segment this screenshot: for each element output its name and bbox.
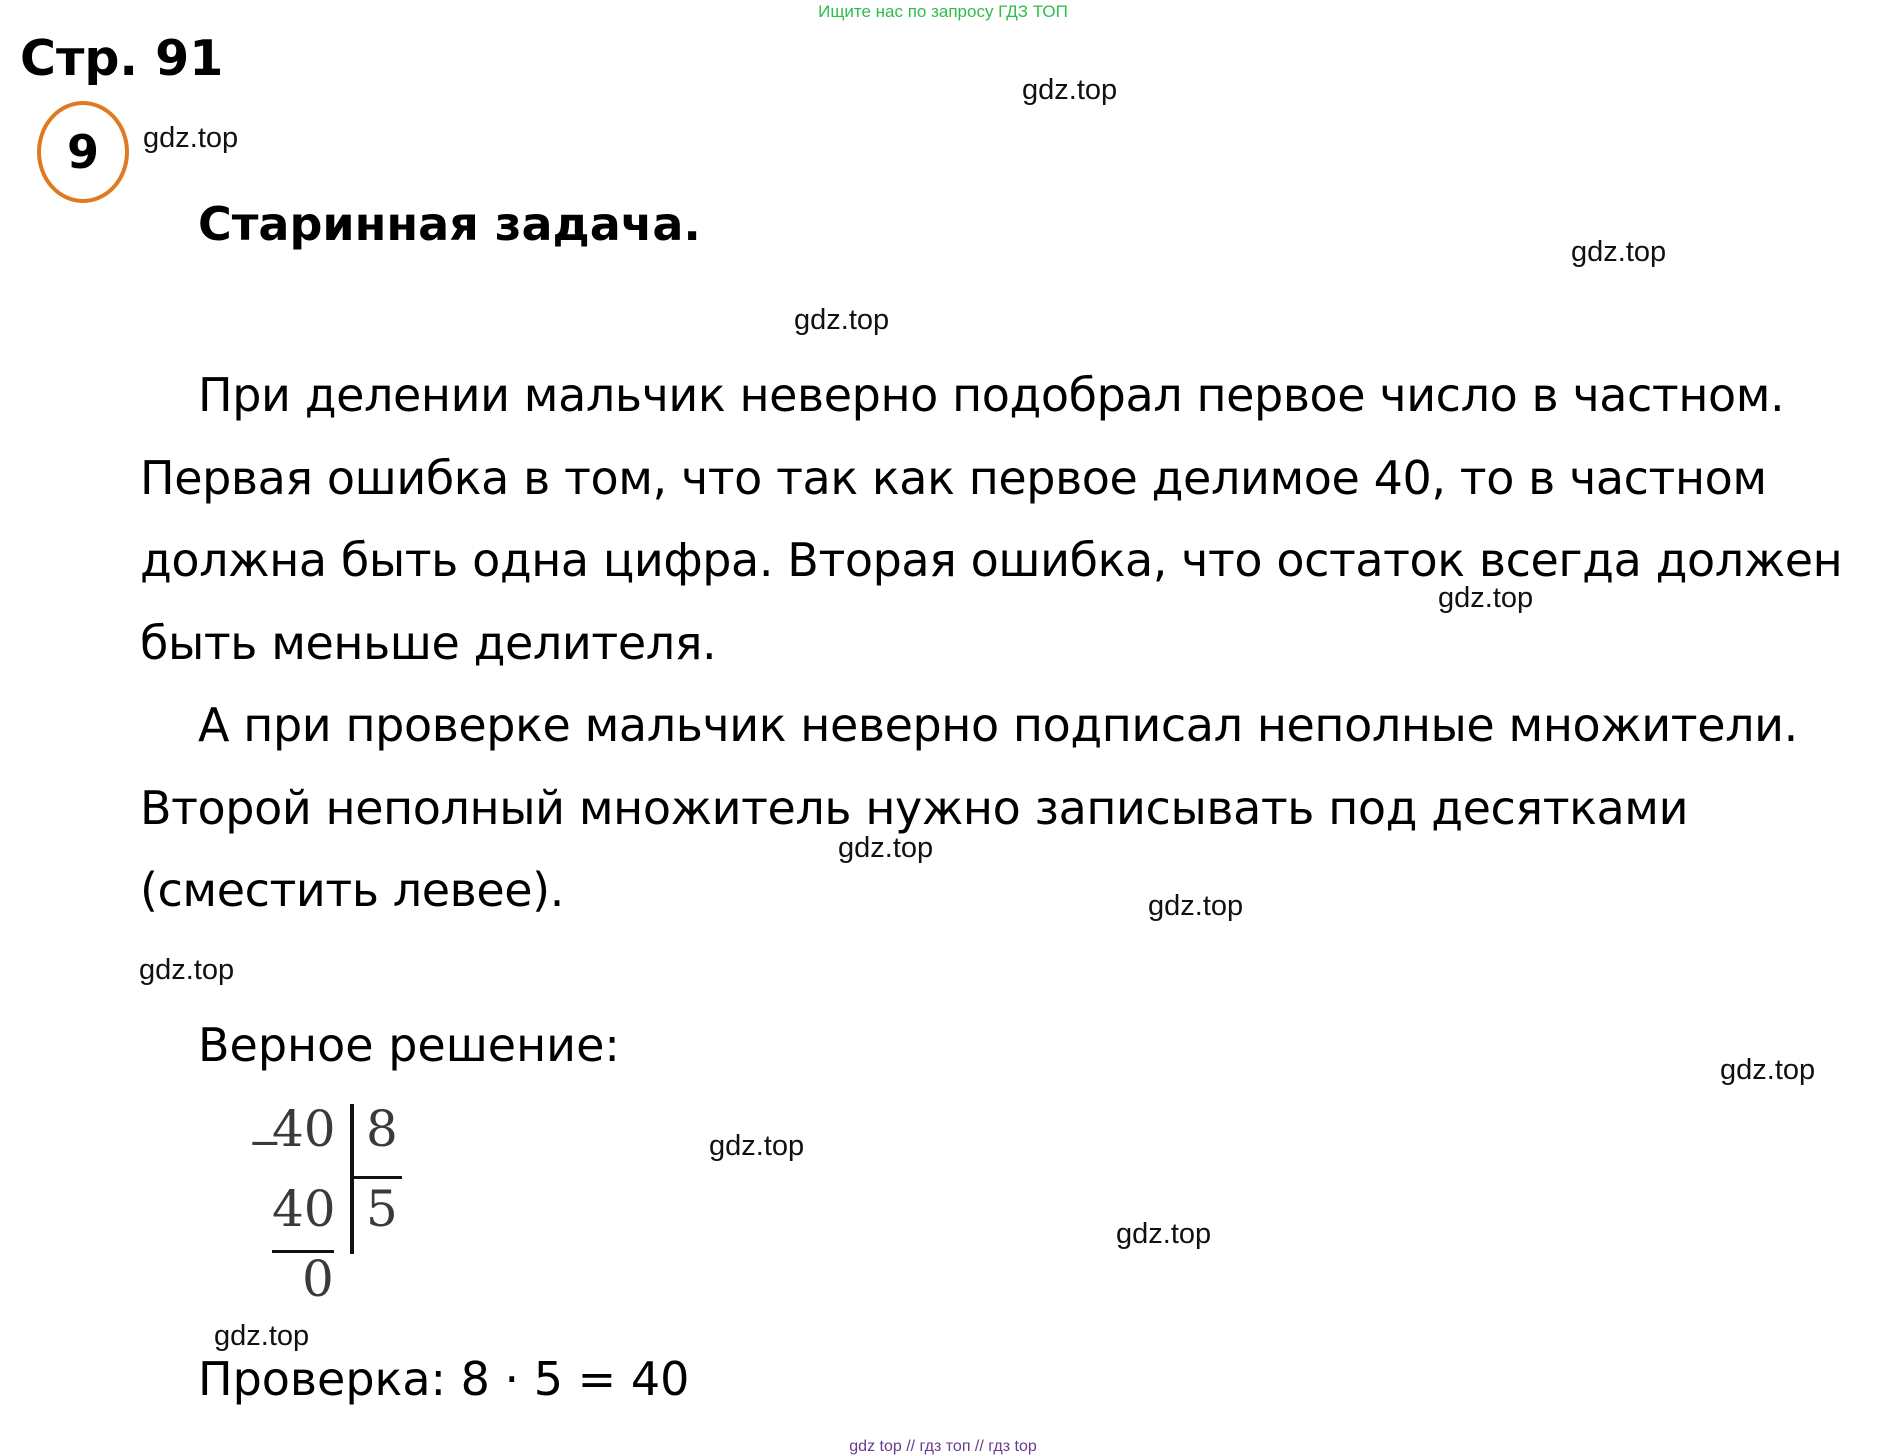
watermark: gdz.top bbox=[1022, 74, 1118, 106]
answer-text bbox=[140, 354, 1880, 932]
exercise-number: 9 bbox=[66, 125, 99, 179]
divisor: 8 bbox=[366, 1100, 398, 1158]
task-heading: Старинная задача. bbox=[198, 197, 701, 251]
check-line: Проверка: 8 · 5 = 40 bbox=[198, 1352, 690, 1406]
paragraph-1: При делении мальчик неверно подобрал первое число в частном. Первая ошибка в том, что так как первое делимое 40, то в частном должна быть одна цифра. Вторая ошибка, что остаток всегда должен быть меньше делителя. bbox=[140, 368, 1843, 670]
division-vertical-line bbox=[350, 1104, 354, 1254]
top-banner: Ищите нас по запросу ГДЗ ТОП bbox=[818, 2, 1068, 21]
watermark: gdz.top bbox=[794, 304, 890, 336]
dividend: 40 bbox=[272, 1100, 336, 1158]
watermark: gdz.top bbox=[1438, 582, 1534, 614]
watermark: gdz.top bbox=[709, 1130, 805, 1162]
page-title: Стр. 91 bbox=[20, 30, 224, 87]
watermark: gdz.top bbox=[143, 122, 239, 154]
long-division bbox=[240, 1100, 420, 1315]
watermark: gdz.top bbox=[838, 832, 934, 864]
watermark: gdz.top bbox=[139, 954, 235, 986]
footer-watermark: gdz top // гдз топ // гдз top bbox=[849, 1438, 1037, 1455]
watermark: gdz.top bbox=[1148, 890, 1244, 922]
watermark: gdz.top bbox=[1571, 236, 1667, 268]
paragraph-2: А при проверке мальчик неверно подписал неполные множители. Второй неполный множитель нужно записывать под десятками (сместить левее). bbox=[140, 698, 1798, 917]
exercise-number-circle bbox=[37, 101, 129, 203]
remainder: 0 bbox=[302, 1250, 334, 1308]
watermark: gdz.top bbox=[1720, 1054, 1816, 1086]
subtrahend: 40 bbox=[272, 1180, 336, 1238]
watermark: gdz.top bbox=[1116, 1218, 1212, 1250]
watermark: gdz.top bbox=[214, 1320, 310, 1352]
quotient: 5 bbox=[366, 1180, 398, 1238]
divisor-underline bbox=[352, 1176, 402, 1179]
minus-sign: − bbox=[248, 1120, 282, 1166]
solution-label: Верное решение: bbox=[198, 1018, 620, 1072]
